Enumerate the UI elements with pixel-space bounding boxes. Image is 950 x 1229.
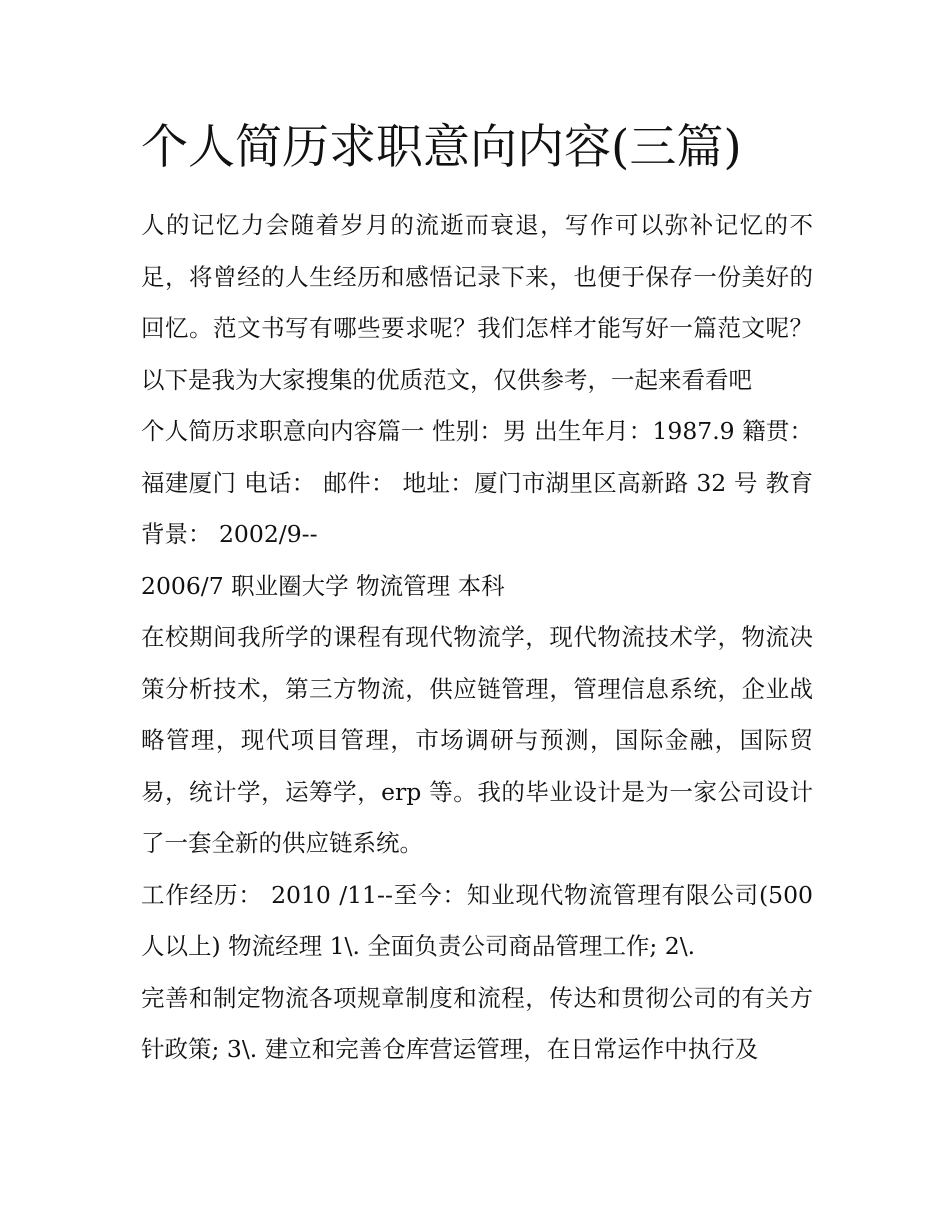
education-paragraph: 2006/7 职业圈大学 物流管理 本科	[141, 571, 505, 600]
document-body	[141, 108, 813, 1076]
document-title: 个人简历求职意向内容(三篇)	[141, 120, 742, 175]
personal-info-paragraph: 个人简历求职意向内容篇一 性别：男 出生年月：1987.9 籍贯：福建厦门 电话： 邮件： 地址：厦门市湖里区高新路 32 号 教育背景： 2002/9--	[141, 417, 813, 548]
intro-paragraph: 人的记忆力会随着岁月的流逝而衰退，写作可以弥补记忆的不足，将曾经的人生经历和感悟记录下来，也便于保存一份美好的回忆。范文书写有哪些要求呢？我们怎样才能写好一篇范文呢？以下是我为大家搜集的优质范文，仅供参考，一起来看看吧	[141, 211, 813, 394]
courses-paragraph: 在校期间我所学的课程有现代物流学，现代物流技术学，物流决策分析技术，第三方物流，供应链管理，管理信息系统，企业战略管理，现代项目管理，市场调研与预测，国际金融，国际贸易，统计学，运筹学，erp 等。我的毕业设计是为一家公司设计了一套全新的供应链系统。	[141, 623, 813, 857]
duties-paragraph: 完善和制定物流各项规章制度和流程，传达和贯彻公司的有关方针政策; 3\. 建立和完善仓库营运管理，在日常运作中执行及	[141, 983, 813, 1063]
work-experience-paragraph: 工作经历： 2010 /11--至今：知业现代物流管理有限公司(500 人以上) 物流经理 1\. 全面负责公司商品管理工作; 2\.	[141, 880, 813, 960]
